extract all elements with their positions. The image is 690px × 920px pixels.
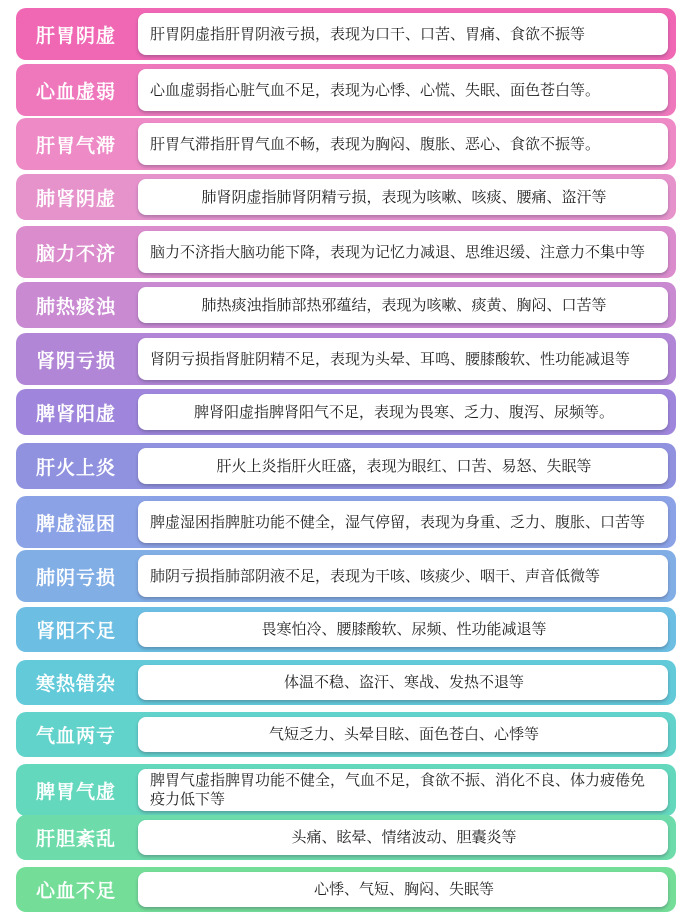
condition-label: 肾阳不足 [35,620,116,642]
condition-row [16,712,676,757]
condition-row [16,764,676,816]
condition-description: 脾胃气虚指脾胃功能不健全，气血不足，食欲不振、消化不良、体力疲倦免疫力低下等 [138,769,668,811]
condition-description: 体温不稳、盗汗、寒战、发热不退等 [138,665,668,700]
condition-label: 寒热错杂 [35,673,116,695]
condition-description: 脑力不济指大脑功能下降，表现为记忆力减退、思维迟缓、注意力不集中等 [138,231,668,273]
condition-description: 脾虚湿困指脾脏功能不健全，湿气停留，表现为身重、乏力、腹胀、口苦等 [138,501,668,543]
condition-label: 肝胃气滞 [35,134,116,157]
condition-label: 肝胆紊乱 [35,828,116,850]
condition-label: 脑力不济 [35,242,116,265]
condition-row [16,118,676,170]
condition-label: 心血不足 [35,880,116,902]
condition-description: 肺阴亏损指肺部阴液不足，表现为干咳、咳痰少、咽干、声音低微等 [138,555,668,597]
condition-description: 气短乏力、头晕目眩、面色苍白、心悸等 [138,717,668,752]
condition-description: 肺热痰浊指肺部热邪蕴结，表现为咳嗽、痰黄、胸闷、口苦等 [138,287,668,323]
condition-description: 肝胃阴虚指肝胃阴液亏损，表现为口干、口苦、胃痛、食欲不振等 [138,13,668,55]
condition-label: 肺热痰浊 [35,295,116,318]
condition-row [16,550,676,602]
condition-row [16,607,676,652]
condition-row [16,8,676,60]
condition-row [16,815,676,860]
condition-description: 畏寒怕冷、腰膝酸软、尿频、性功能减退等 [138,612,668,647]
condition-label: 肝胃阴虚 [35,24,116,47]
condition-label: 肺阴亏损 [35,566,116,589]
condition-row [16,496,676,548]
condition-row [16,64,676,116]
condition-description: 心悸、气短、胸闷、失眠等 [138,872,668,907]
condition-label: 气血两亏 [35,725,116,747]
condition-row [16,174,676,220]
condition-label: 脾胃气虚 [35,780,116,803]
condition-label: 肝火上炎 [35,456,116,479]
condition-row [16,389,676,435]
condition-description: 头痛、眩晕、情绪波动、胆囊炎等 [138,820,668,855]
condition-description: 肾阴亏损指肾脏阴精不足，表现为头晕、耳鸣、腰膝酸软、性功能减退等 [138,338,668,380]
condition-row [16,282,676,328]
condition-description: 肝火上炎指肝火旺盛，表现为眼红、口苦、易怒、失眠等 [138,448,668,484]
condition-row [16,867,676,912]
condition-description: 脾肾阳虚指脾肾阳气不足，表现为畏寒、乏力、腹泻、尿频等。 [138,394,668,430]
condition-description: 肺肾阴虚指肺肾阴精亏损，表现为咳嗽、咳痰、腰痛、盗汗等 [138,179,668,215]
condition-row [16,333,676,385]
condition-row [16,443,676,489]
condition-row [16,660,676,705]
condition-label: 心血虚弱 [35,80,116,103]
condition-label: 肺肾阴虚 [35,187,116,210]
condition-label: 脾虚湿困 [35,512,116,535]
condition-description: 心血虚弱指心脏气血不足，表现为心悸、心慌、失眠、面色苍白等。 [138,69,668,111]
condition-row [16,226,676,278]
condition-label: 肾阴亏损 [35,349,116,372]
condition-description: 肝胃气滞指肝胃气血不畅，表现为胸闷、腹胀、恶心、食欲不振等。 [138,123,668,165]
condition-label: 脾肾阳虚 [35,402,116,425]
